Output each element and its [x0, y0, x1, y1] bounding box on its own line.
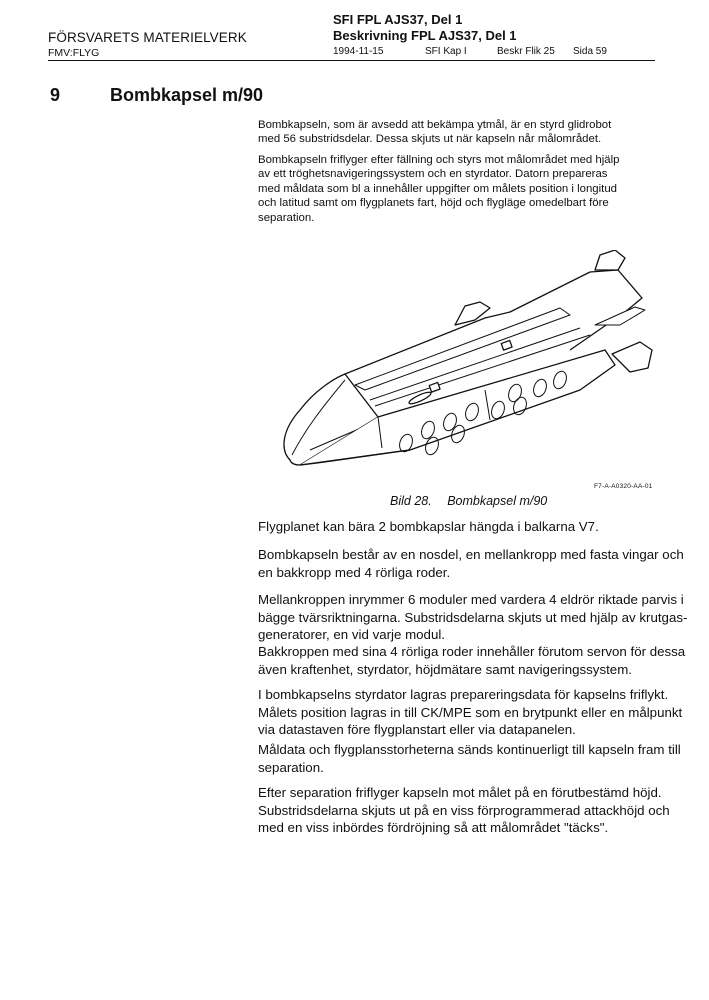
text-line: Flygplanet kan bära 2 bombkapslar hängda i balkarna V7. — [258, 519, 599, 534]
body-paragraph-7 — [258, 784, 688, 837]
chapter-ref: SFI Kap I — [425, 46, 467, 57]
body-paragraph-6 — [258, 741, 688, 776]
right-tail-fin — [595, 307, 645, 325]
text-line: med måldata som bl a innehåller uppgifter om målets position i longitud — [258, 182, 617, 195]
body-paragraph-5 — [258, 686, 688, 739]
text-line: bägge tvärsriktningarna. Substridsdelarna skjuts ut med hjälp av krutgas- — [258, 609, 688, 625]
suspension-lug-front — [429, 382, 440, 392]
text-line: separation. — [258, 211, 315, 224]
text-line: Substridsdelarna skjuts ut på en viss förprogrammerad attackhöjd och — [258, 802, 670, 818]
document-subtitle: Beskrivning FPL AJS37, Del 1 — [333, 28, 517, 43]
text-line: Bakkroppen med sina 4 rörliga roder innehåller förutom servon för dessa — [258, 644, 686, 659]
intro-paragraph-2 — [258, 153, 678, 225]
intro-paragraph-1 — [258, 118, 678, 147]
text-line: generatorer, en vid varje modul. — [258, 627, 446, 642]
text-line: med 56 substridsdelar. Dessa skjuts ut när kapseln når målområdet. — [258, 133, 602, 146]
body-paragraph-3 — [258, 591, 688, 644]
text-line: separation. — [258, 759, 324, 775]
text-line: I bombkapselns styrdator lagras prepareringsdata för kapselns friflykt. — [258, 687, 669, 702]
bomb-capsule-drawing — [270, 250, 680, 480]
body-paragraph-2 — [258, 546, 688, 581]
text-line: Mellankroppen inrymmer 6 moduler med vardera 4 eldrör riktade parvis i — [258, 592, 684, 607]
page-number: Sida 59 — [573, 46, 607, 57]
organization-name: FÖRSVARETS MATERIELVERK — [48, 30, 247, 45]
figure-caption-text: Bombkapsel m/90 — [447, 494, 548, 508]
text-line: Måldata och flygplansstorheterna sänds kontinuerligt till kapseln fram till — [258, 742, 681, 757]
text-line: och latitud samt om flygplanets fart, höjd och flygläge omedelbart före — [258, 197, 609, 210]
text-line: även kraftenhet, styrdator, höjdmätare samt navigeringssystem. — [258, 661, 632, 677]
text-line: Bombkapseln friflyger efter fällning och styrs mot målområdet med hjälp — [258, 154, 620, 166]
figure-caption — [390, 494, 547, 508]
body-paragraph-4 — [258, 643, 688, 678]
text-line: med en viss inbördes fördröjning så att målområdet "täcks". — [258, 820, 609, 835]
figure-id: F7-A-A0320-AA-01 — [594, 483, 653, 490]
text-line: Bombkapseln består av en nosdel, en mellankropp med fasta vingar och — [258, 547, 684, 562]
section-number: 9 — [50, 85, 61, 105]
text-line: Målets position lagras in till CK/MPE som en brytpunkt eller en målpunkt — [258, 704, 683, 720]
department-code: FMV:FLYG — [48, 47, 100, 59]
header-divider — [48, 60, 655, 61]
text-line: Bombkapseln, som är avsedd att bekämpa ytmål, är en styrd glidrobot — [258, 119, 612, 131]
text-line: av ett tröghetsnavigeringssystem och en styrdator. Datorn prepareras — [258, 168, 608, 181]
figure-number: Bild 28. — [390, 494, 432, 508]
lower-tail-fin — [612, 342, 652, 372]
section-title: Bombkapsel m/90 — [110, 85, 264, 105]
text-line: via datastaven före flygplanstart eller via datapanelen. — [258, 722, 576, 737]
front-wing — [455, 302, 490, 325]
document-date: 1994-11-15 — [333, 46, 384, 57]
suspension-lug-rear — [501, 340, 512, 350]
text-line: Efter separation friflyger kapseln mot målet på en förutbestämd höjd. — [258, 785, 662, 800]
text-line: en bakkropp med 4 rörliga roder. — [258, 564, 451, 580]
body-paragraph-1 — [258, 518, 688, 536]
document-title: SFI FPL AJS37, Del 1 — [333, 12, 463, 27]
tab-ref: Beskr Flik 25 — [497, 46, 555, 57]
upper-tail-fin — [595, 250, 625, 270]
